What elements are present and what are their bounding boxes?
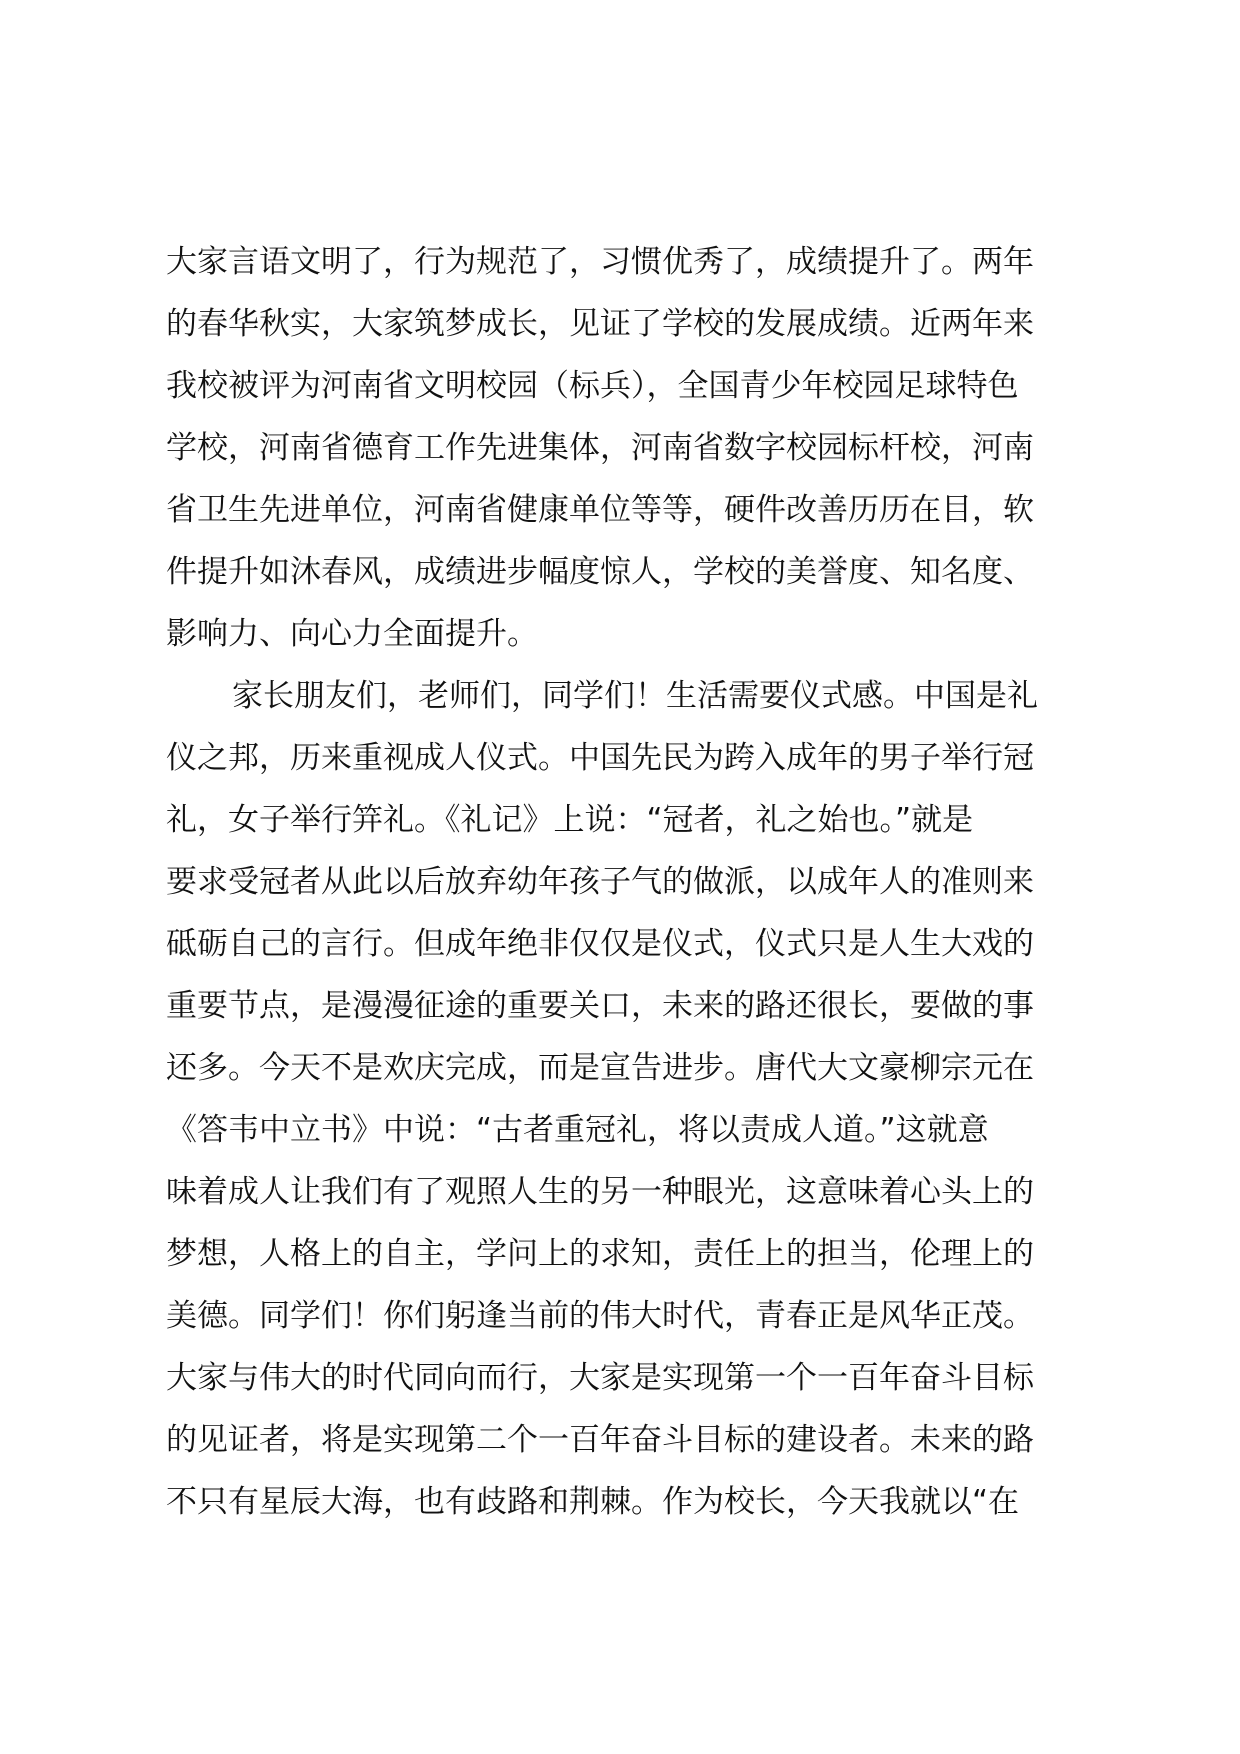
text-line: 件提升如沐春风，成绩进步幅度惊人，学校的美誉度、知名度、: [166, 554, 1034, 590]
text-line: 《答韦中立书》中说：“古者重冠礼，将以责成人道。”这就意: [166, 1112, 989, 1148]
paragraph-first-line: 家长朋友们，老师们，同学们！生活需要仪式感。中国是礼: [232, 678, 1038, 714]
text-line: 影响力、向心力全面提升。: [166, 616, 538, 652]
text-line: 味着成人让我们有了观照人生的另一种眼光，这意味着心头上的: [166, 1174, 1034, 1210]
text-line: 梦想，人格上的自主，学问上的求知，责任上的担当，伦理上的: [166, 1236, 1034, 1272]
text-line: 美德。同学们！你们躬逢当前的伟大时代，青春正是风华正茂。: [166, 1298, 1034, 1334]
text-line: 省卫生先进单位，河南省健康单位等等，硬件改善历历在目，软: [166, 492, 1034, 528]
text-line: 的见证者，将是实现第二个一百年奋斗目标的建设者。未来的路: [166, 1422, 1034, 1458]
text-line: 礼，女子举行笄礼。《礼记》上说：“冠者，礼之始也。”就是: [166, 802, 974, 838]
body-text: [166, 231, 1106, 1533]
text-line: 不只有星辰大海，也有歧路和荆棘。作为校长，今天我就以“在: [166, 1484, 1020, 1520]
text-line: 大家与伟大的时代同向而行，大家是实现第一个一百年奋斗目标: [166, 1360, 1034, 1396]
text-line: 仪之邦，历来重视成人仪式。中国先民为跨入成年的男子举行冠: [166, 740, 1034, 776]
text-line: 学校，河南省德育工作先进集体，河南省数字校园标杆校，河南: [166, 430, 1034, 466]
text-line: 重要节点，是漫漫征途的重要关口，未来的路还很长，要做的事: [166, 988, 1034, 1024]
text-line: 大家言语文明了，行为规范了，习惯优秀了，成绩提升了。两年: [166, 244, 1034, 280]
text-line: 还多。今天不是欢庆完成，而是宣告进步。唐代大文豪柳宗元在: [166, 1050, 1034, 1086]
text-line: 的春华秋实，大家筑梦成长，见证了学校的发展成绩。近两年来: [166, 306, 1034, 342]
text-line: 我校被评为河南省文明校园（标兵），全国青少年校园足球特色: [166, 368, 1019, 404]
text-line: 要求受冠者从此以后放弃幼年孩子气的做派，以成年人的准则来: [166, 864, 1034, 900]
text-line: 砥砺自己的言行。但成年绝非仅仅是仪式，仪式只是人生大戏的: [166, 926, 1034, 962]
